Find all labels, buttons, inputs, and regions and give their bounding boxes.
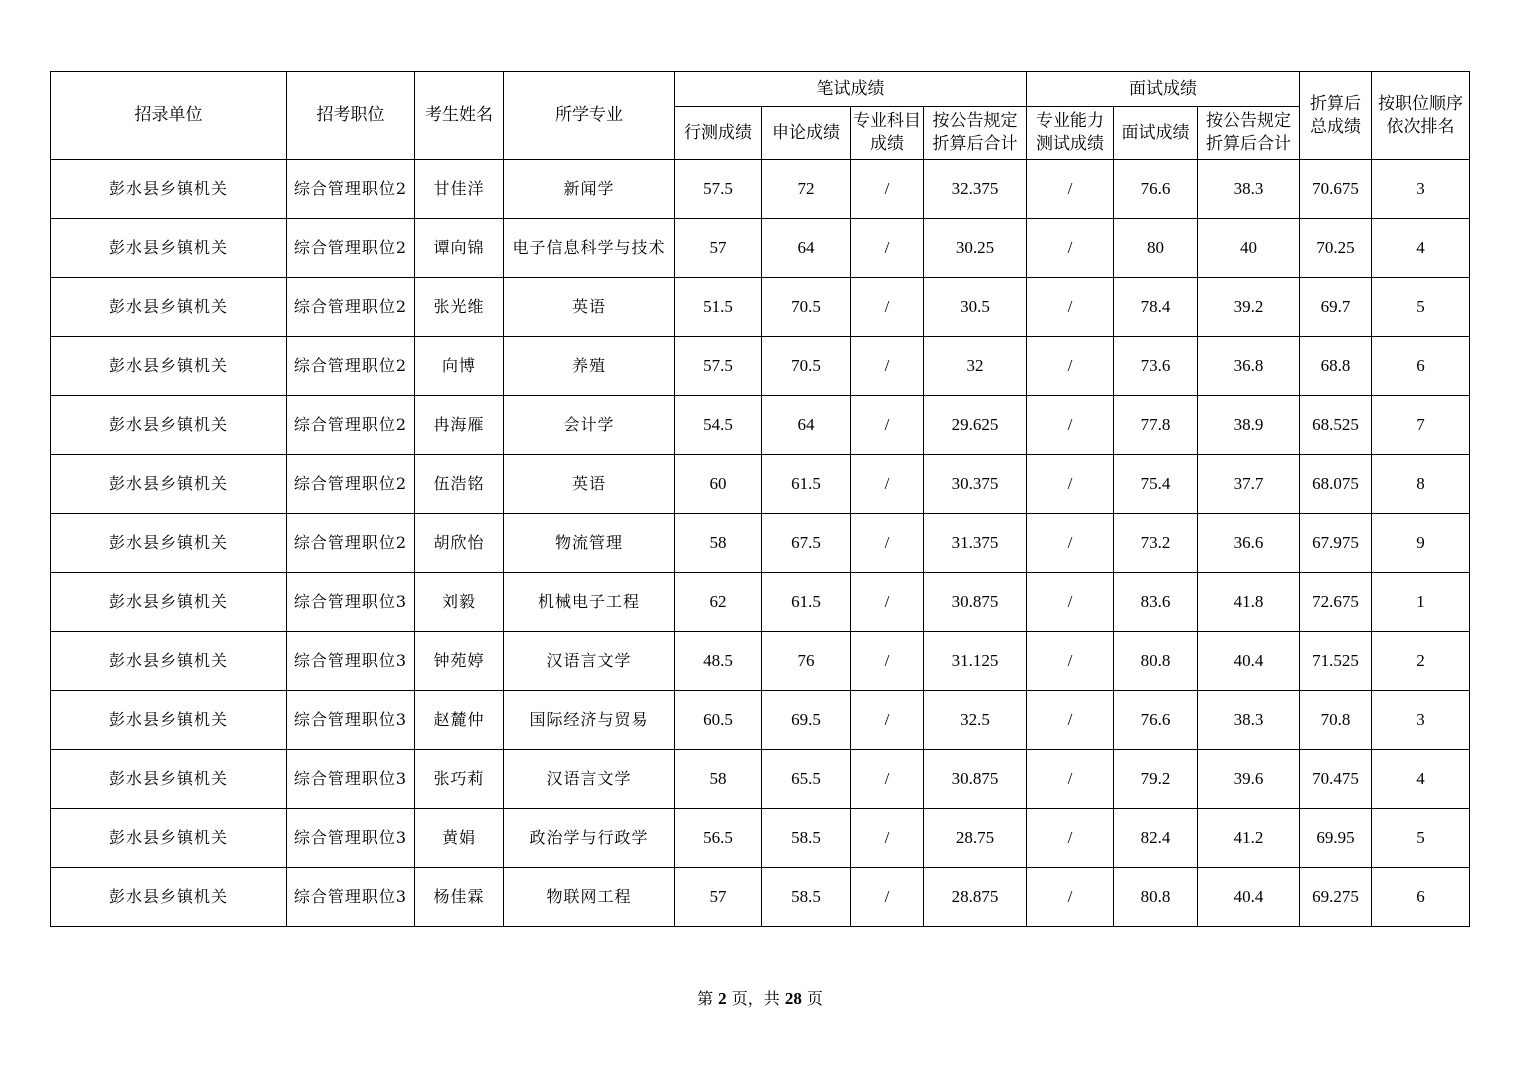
cell-name: 胡欣怡 — [415, 514, 504, 573]
cell-interview-converted: 36.6 — [1198, 514, 1300, 573]
cell-xingce: 56.5 — [675, 809, 762, 868]
cell-total: 67.975 — [1300, 514, 1372, 573]
cell-total: 68.525 — [1300, 396, 1372, 455]
cell-major: 英语 — [504, 455, 675, 514]
cell-ability-test: / — [1027, 514, 1114, 573]
cell-unit: 彭水县乡镇机关 — [51, 160, 287, 219]
cell-ability-test: / — [1027, 750, 1114, 809]
cell-shenlun: 65.5 — [762, 750, 851, 809]
cell-unit: 彭水县乡镇机关 — [51, 632, 287, 691]
cell-position: 综合管理职位2 — [287, 160, 415, 219]
cell-name: 冉海雁 — [415, 396, 504, 455]
header-xingce: 行测成绩 — [675, 107, 762, 160]
footer-prefix: 第 — [697, 989, 719, 1008]
cell-total: 69.7 — [1300, 278, 1372, 337]
table-row — [51, 514, 1470, 573]
cell-major: 政治学与行政学 — [504, 809, 675, 868]
cell-unit: 彭水县乡镇机关 — [51, 809, 287, 868]
cell-interview: 83.6 — [1114, 573, 1198, 632]
cell-major: 汉语言文学 — [504, 632, 675, 691]
cell-shenlun: 61.5 — [762, 573, 851, 632]
cell-interview-converted: 38.3 — [1198, 691, 1300, 750]
cell-ability-test: / — [1027, 160, 1114, 219]
cell-ability-test: / — [1027, 632, 1114, 691]
cell-professional: / — [851, 809, 924, 868]
cell-position: 综合管理职位2 — [287, 278, 415, 337]
cell-interview-converted: 41.2 — [1198, 809, 1300, 868]
footer-current-page: 2 — [718, 989, 727, 1008]
cell-written-converted: 32 — [924, 337, 1027, 396]
cell-written-converted: 30.25 — [924, 219, 1027, 278]
cell-interview-converted: 40.4 — [1198, 632, 1300, 691]
cell-ability-test: / — [1027, 455, 1114, 514]
table-row — [51, 396, 1470, 455]
cell-xingce: 51.5 — [675, 278, 762, 337]
page-footer — [0, 986, 1520, 1009]
cell-written-converted: 32.5 — [924, 691, 1027, 750]
cell-unit: 彭水县乡镇机关 — [51, 455, 287, 514]
cell-name: 向博 — [415, 337, 504, 396]
cell-professional: / — [851, 514, 924, 573]
cell-unit: 彭水县乡镇机关 — [51, 868, 287, 927]
cell-shenlun: 64 — [762, 396, 851, 455]
header-interview: 面试成绩 — [1114, 107, 1198, 160]
cell-rank: 3 — [1372, 160, 1470, 219]
cell-written-converted: 30.875 — [924, 573, 1027, 632]
cell-written-converted: 29.625 — [924, 396, 1027, 455]
cell-name: 黄娟 — [415, 809, 504, 868]
cell-written-converted: 30.375 — [924, 455, 1027, 514]
cell-xingce: 58 — [675, 750, 762, 809]
cell-interview: 80.8 — [1114, 632, 1198, 691]
cell-interview: 76.6 — [1114, 160, 1198, 219]
header-row-top — [51, 72, 1470, 107]
cell-major: 物流管理 — [504, 514, 675, 573]
cell-rank: 2 — [1372, 632, 1470, 691]
cell-professional: / — [851, 573, 924, 632]
table-body — [51, 160, 1470, 927]
cell-xingce: 57 — [675, 868, 762, 927]
cell-interview: 76.6 — [1114, 691, 1198, 750]
cell-xingce: 60.5 — [675, 691, 762, 750]
cell-professional: / — [851, 396, 924, 455]
header-written-converted: 按公告规定折算后合计 — [924, 107, 1027, 160]
cell-unit: 彭水县乡镇机关 — [51, 573, 287, 632]
cell-position: 综合管理职位3 — [287, 573, 415, 632]
cell-rank: 5 — [1372, 809, 1470, 868]
cell-xingce: 60 — [675, 455, 762, 514]
cell-shenlun: 70.5 — [762, 337, 851, 396]
cell-interview-converted: 37.7 — [1198, 455, 1300, 514]
cell-written-converted: 30.5 — [924, 278, 1027, 337]
table-row — [51, 219, 1470, 278]
cell-ability-test: / — [1027, 396, 1114, 455]
cell-professional: / — [851, 632, 924, 691]
cell-interview-converted: 38.9 — [1198, 396, 1300, 455]
cell-name: 张光维 — [415, 278, 504, 337]
cell-position: 综合管理职位3 — [287, 691, 415, 750]
cell-ability-test: / — [1027, 337, 1114, 396]
cell-rank: 4 — [1372, 750, 1470, 809]
cell-shenlun: 69.5 — [762, 691, 851, 750]
cell-professional: / — [851, 160, 924, 219]
cell-total: 70.475 — [1300, 750, 1372, 809]
header-written-group: 笔试成绩 — [675, 72, 1027, 107]
cell-xingce: 57.5 — [675, 337, 762, 396]
cell-interview: 82.4 — [1114, 809, 1198, 868]
cell-interview: 75.4 — [1114, 455, 1198, 514]
cell-interview: 80 — [1114, 219, 1198, 278]
cell-interview: 80.8 — [1114, 868, 1198, 927]
cell-written-converted: 32.375 — [924, 160, 1027, 219]
cell-name: 钟苑婷 — [415, 632, 504, 691]
cell-professional: / — [851, 691, 924, 750]
cell-name: 刘毅 — [415, 573, 504, 632]
cell-rank: 3 — [1372, 691, 1470, 750]
cell-shenlun: 67.5 — [762, 514, 851, 573]
cell-name: 甘佳洋 — [415, 160, 504, 219]
cell-interview: 73.6 — [1114, 337, 1198, 396]
cell-name: 杨佳霖 — [415, 868, 504, 927]
cell-position: 综合管理职位3 — [287, 750, 415, 809]
cell-rank: 1 — [1372, 573, 1470, 632]
cell-position: 综合管理职位3 — [287, 632, 415, 691]
cell-xingce: 58 — [675, 514, 762, 573]
table-row — [51, 337, 1470, 396]
cell-total: 69.275 — [1300, 868, 1372, 927]
cell-major: 物联网工程 — [504, 868, 675, 927]
cell-professional: / — [851, 337, 924, 396]
table-row — [51, 632, 1470, 691]
cell-unit: 彭水县乡镇机关 — [51, 691, 287, 750]
cell-written-converted: 30.875 — [924, 750, 1027, 809]
cell-interview: 77.8 — [1114, 396, 1198, 455]
cell-xingce: 48.5 — [675, 632, 762, 691]
cell-position: 综合管理职位3 — [287, 809, 415, 868]
cell-ability-test: / — [1027, 278, 1114, 337]
cell-interview-converted: 39.6 — [1198, 750, 1300, 809]
cell-interview-converted: 38.3 — [1198, 160, 1300, 219]
cell-unit: 彭水县乡镇机关 — [51, 514, 287, 573]
cell-shenlun: 58.5 — [762, 868, 851, 927]
cell-professional: / — [851, 750, 924, 809]
cell-name: 伍浩铭 — [415, 455, 504, 514]
cell-total: 70.675 — [1300, 160, 1372, 219]
cell-professional: / — [851, 278, 924, 337]
table-row — [51, 691, 1470, 750]
cell-total: 68.075 — [1300, 455, 1372, 514]
cell-xingce: 54.5 — [675, 396, 762, 455]
cell-total: 70.8 — [1300, 691, 1372, 750]
cell-rank: 7 — [1372, 396, 1470, 455]
cell-major: 英语 — [504, 278, 675, 337]
table-row — [51, 809, 1470, 868]
cell-rank: 4 — [1372, 219, 1470, 278]
cell-interview: 79.2 — [1114, 750, 1198, 809]
cell-interview-converted: 40 — [1198, 219, 1300, 278]
header-ability-test: 专业能力测试成绩 — [1027, 107, 1114, 160]
cell-name: 谭向锦 — [415, 219, 504, 278]
cell-major: 新闻学 — [504, 160, 675, 219]
cell-major: 机械电子工程 — [504, 573, 675, 632]
cell-major: 汉语言文学 — [504, 750, 675, 809]
header-shenlun: 申论成绩 — [762, 107, 851, 160]
cell-rank: 8 — [1372, 455, 1470, 514]
cell-interview-converted: 36.8 — [1198, 337, 1300, 396]
header-professional: 专业科目成绩 — [851, 107, 924, 160]
cell-shenlun: 64 — [762, 219, 851, 278]
header-interview-group: 面试成绩 — [1027, 72, 1300, 107]
cell-written-converted: 28.75 — [924, 809, 1027, 868]
cell-rank: 6 — [1372, 868, 1470, 927]
footer-suffix: 页 — [801, 989, 823, 1008]
cell-shenlun: 70.5 — [762, 278, 851, 337]
table-row — [51, 278, 1470, 337]
cell-professional: / — [851, 219, 924, 278]
cell-position: 综合管理职位3 — [287, 868, 415, 927]
header-total: 折算后总成绩 — [1300, 72, 1372, 160]
header-position: 招考职位 — [287, 72, 415, 160]
header-unit: 招录单位 — [51, 72, 287, 160]
cell-position: 综合管理职位2 — [287, 337, 415, 396]
cell-ability-test: / — [1027, 219, 1114, 278]
cell-position: 综合管理职位2 — [287, 514, 415, 573]
score-table — [50, 71, 1470, 927]
footer-total-pages: 28 — [784, 989, 802, 1008]
table-row — [51, 160, 1470, 219]
cell-unit: 彭水县乡镇机关 — [51, 396, 287, 455]
cell-unit: 彭水县乡镇机关 — [51, 750, 287, 809]
cell-shenlun: 58.5 — [762, 809, 851, 868]
cell-unit: 彭水县乡镇机关 — [51, 278, 287, 337]
cell-total: 72.675 — [1300, 573, 1372, 632]
cell-xingce: 57.5 — [675, 160, 762, 219]
cell-professional: / — [851, 455, 924, 514]
cell-ability-test: / — [1027, 868, 1114, 927]
header-interview-converted: 按公告规定折算后合计 — [1198, 107, 1300, 160]
cell-interview: 73.2 — [1114, 514, 1198, 573]
cell-name: 赵麓仲 — [415, 691, 504, 750]
cell-written-converted: 28.875 — [924, 868, 1027, 927]
cell-ability-test: / — [1027, 691, 1114, 750]
cell-ability-test: / — [1027, 573, 1114, 632]
cell-shenlun: 61.5 — [762, 455, 851, 514]
table-row — [51, 573, 1470, 632]
cell-professional: / — [851, 868, 924, 927]
cell-name: 张巧莉 — [415, 750, 504, 809]
cell-written-converted: 31.125 — [924, 632, 1027, 691]
header-name: 考生姓名 — [415, 72, 504, 160]
cell-xingce: 57 — [675, 219, 762, 278]
cell-major: 电子信息科学与技术 — [504, 219, 675, 278]
header-rank: 按职位顺序依次排名 — [1372, 72, 1470, 160]
cell-shenlun: 72 — [762, 160, 851, 219]
cell-xingce: 62 — [675, 573, 762, 632]
cell-interview-converted: 39.2 — [1198, 278, 1300, 337]
cell-total: 69.95 — [1300, 809, 1372, 868]
cell-ability-test: / — [1027, 809, 1114, 868]
cell-position: 综合管理职位2 — [287, 455, 415, 514]
table-row — [51, 868, 1470, 927]
footer-middle: 页，共 — [726, 989, 785, 1008]
cell-shenlun: 76 — [762, 632, 851, 691]
cell-interview: 78.4 — [1114, 278, 1198, 337]
cell-position: 综合管理职位2 — [287, 219, 415, 278]
table-row — [51, 455, 1470, 514]
cell-rank: 6 — [1372, 337, 1470, 396]
cell-unit: 彭水县乡镇机关 — [51, 219, 287, 278]
cell-written-converted: 31.375 — [924, 514, 1027, 573]
cell-position: 综合管理职位2 — [287, 396, 415, 455]
header-major: 所学专业 — [504, 72, 675, 160]
cell-total: 71.525 — [1300, 632, 1372, 691]
cell-rank: 9 — [1372, 514, 1470, 573]
cell-major: 养殖 — [504, 337, 675, 396]
cell-total: 70.25 — [1300, 219, 1372, 278]
cell-interview-converted: 40.4 — [1198, 868, 1300, 927]
cell-total: 68.8 — [1300, 337, 1372, 396]
cell-rank: 5 — [1372, 278, 1470, 337]
cell-interview-converted: 41.8 — [1198, 573, 1300, 632]
cell-major: 会计学 — [504, 396, 675, 455]
table-row — [51, 750, 1470, 809]
cell-unit: 彭水县乡镇机关 — [51, 337, 287, 396]
cell-major: 国际经济与贸易 — [504, 691, 675, 750]
